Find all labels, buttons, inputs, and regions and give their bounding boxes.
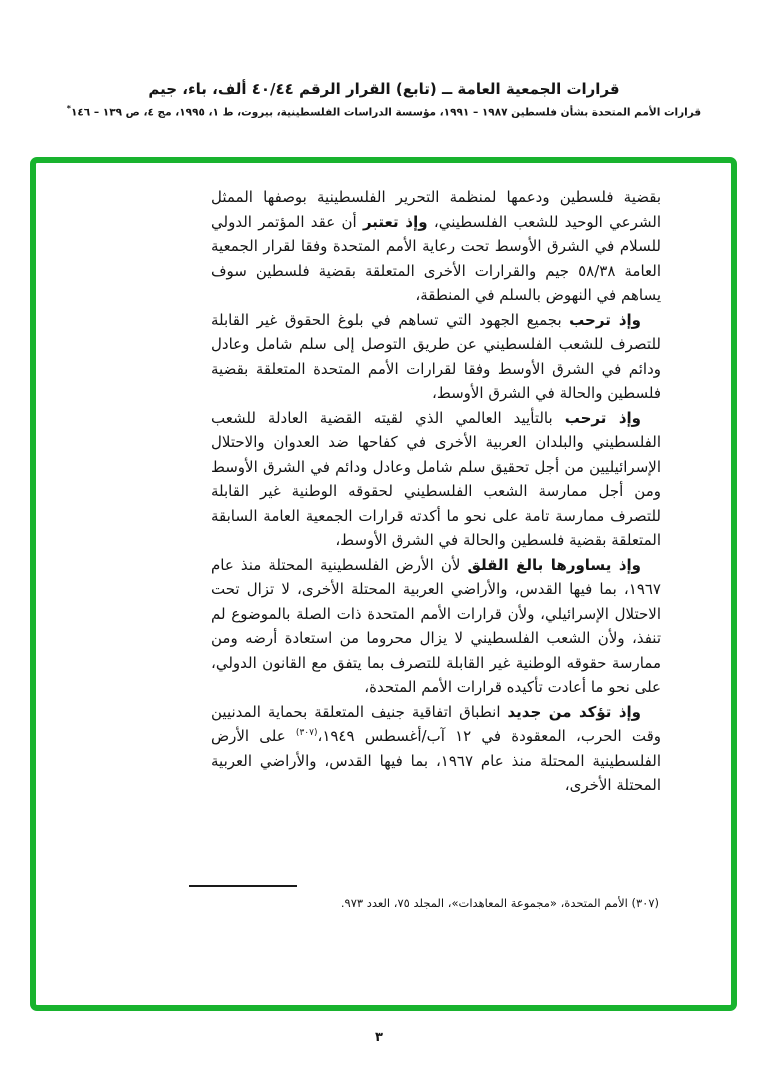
emphasis-text: وإذ يساورها بالغ القلق bbox=[467, 555, 641, 574]
body-text: بجميع الجهود التي تساهم في بلوغ الحقوق غير القابلة للتصرف للشعب الفلسطيني عن طريق التوصل إلى سلم شامل وعادل ودائم في الشرق الأوسط وفقا لقرارات الأمم المتحدة المتعلقة بقضية فلسطين والحالة في الشرق الأوسط، bbox=[211, 310, 661, 402]
document-title: قرارات الجمعية العامة ــ (تابع) القرار الرقم ٤٠/٤٤ ألف، باء، جيم bbox=[148, 80, 620, 98]
emphasis-text: وإذ تؤكد من جديد bbox=[507, 702, 641, 721]
footnote-separator bbox=[189, 885, 659, 888]
source-citation bbox=[0, 104, 768, 119]
body-text: انطباق اتفاقية جنيف المتعلقة بحماية المدنيين وقت الحرب، المعقودة في ١٢ آب/أغسطس ١٩٤٩، bbox=[211, 702, 662, 745]
emphasis-text: وإذ ترحب bbox=[569, 310, 641, 329]
paragraph bbox=[211, 553, 661, 700]
body-text: أن عقد المؤتمر الدولي للسلام في الشرق الأوسط تحت رعاية الأمم المتحدة وفقا لقرار الجمعية العامة ٥٨/٣٨ جيم والقرارات الأخرى المتعلقة بقضية فلسطين سوف يساهم في النهوض بالسلم في المنطقة، bbox=[211, 212, 661, 304]
footnote-separator-dash bbox=[281, 885, 297, 887]
source-citation-text: قرارات الأمم المتحدة بشأن فلسطين ١٩٨٧ – ١٩٩١، مؤسسة الدراسات الفلسطينية، بيروت، ط ١، ١٩٩٥، مج ٤، ص ١٣٩ – ١٤٦ bbox=[70, 106, 702, 119]
emphasis-text: وإذ ترحب bbox=[564, 408, 641, 427]
body-text: لأن الأرض الفلسطينية المحتلة منذ عام ١٩٦٧، بما فيها القدس، والأراضي العربية المحتلة الأخرى، لا تزال تحت الاحتلال الإسرائيلي، ولأن قرارات الأمم المتحدة ذات الصلة بالموضوع لم تنفذ، ولأن الشعب الفلسطيني لا يزال محروما من استعادة أرضه ومن ممارسة حقوقه الوطنية غير القابلة للتصرف بما يتفق مع القانون الدولي، على نحو ما أعادت تأكيده قرارات الأمم المتحدة، bbox=[211, 555, 661, 696]
page-number: ٣ bbox=[375, 1030, 383, 1045]
body-text: بالتأييد العالمي الذي لقيته القضية العادلة للشعب الفلسطيني والبلدان العربية الأخرى في كفاحها ضد العدوان والاحتلال الإسرائيليين من أجل تحقيق سلم شامل وعادل ودائم في الشرق الأوسط ومن أجل ممارسة الشعب الفلسطيني لحقوقه الوطنية غير القابلة للتصرف ممارسة تامة على نحو ما أكدته قرارات الجمعية العامة السابقة المتعلقة بقضية فلسطين والحالة في الشرق الأوسط، bbox=[211, 408, 661, 549]
footnote-separator-line bbox=[189, 885, 281, 887]
footnote bbox=[189, 885, 659, 911]
paragraph bbox=[211, 406, 661, 553]
emphasis-text: وإذ تعتبر bbox=[362, 212, 428, 231]
body-text: بقضية فلسطين ودعمها لمنظمة التحرير الفلسطينية بوصفها الممثل الشرعي الوحيد للشعب الفلسطيني، bbox=[211, 188, 661, 231]
paragraph bbox=[211, 185, 661, 308]
paragraph bbox=[211, 700, 661, 798]
footnote-ref: (٣٠٧) bbox=[295, 728, 318, 738]
paragraph bbox=[211, 308, 661, 406]
document-body bbox=[211, 185, 661, 798]
citation-footnote-mark: * bbox=[66, 104, 71, 113]
footnote-text: (٣٠٧) الأمم المتحدة، «مجموعة المعاهدات»، المجلد ٧٥، العدد ٩٧٣. bbox=[340, 896, 659, 910]
content-frame bbox=[30, 157, 737, 1011]
body-text: على الأرض الفلسطينية المحتلة منذ عام ١٩٦٧، بما فيها القدس، والأراضي العربية المحتلة الأخرى، bbox=[211, 727, 661, 794]
document-header bbox=[0, 80, 768, 119]
